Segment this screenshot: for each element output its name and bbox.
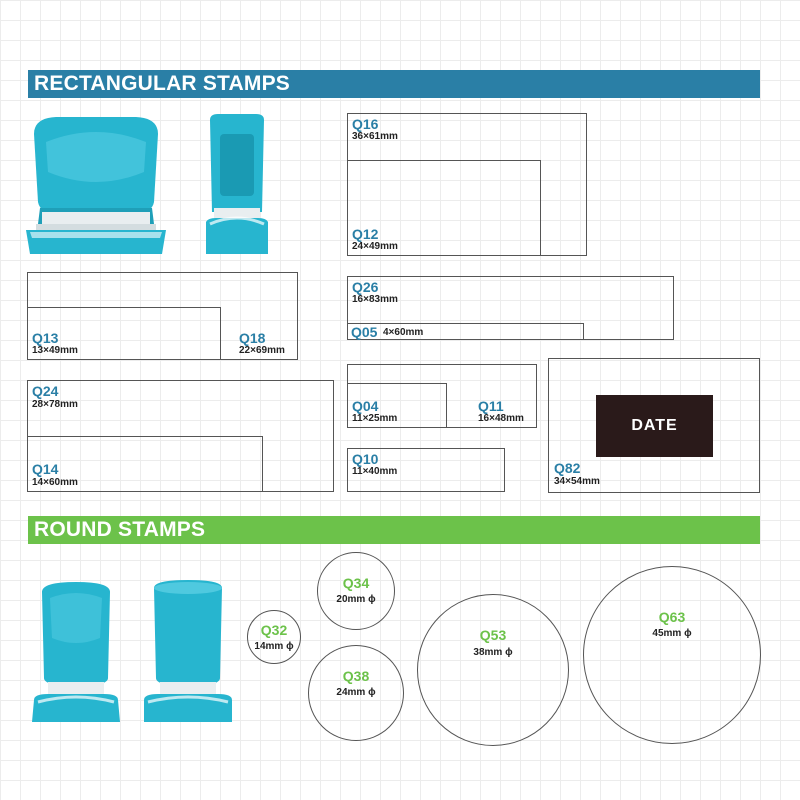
stamp-q05-size: 4×60mm [383,327,424,338]
stamp-q14-code: Q14 [32,461,59,477]
stamp-q32-size: 14mm ϕ [254,641,294,652]
stamp-q38-size: 24mm ϕ [336,687,376,698]
stamp-q26-size: 16×83mm [352,294,398,305]
stamp-q24-code: Q24 [32,383,59,399]
stamp-q34-code: Q34 [342,575,370,591]
date-label: DATE [631,417,678,434]
stamp-q12-code: Q12 [352,226,379,242]
stamp-q14-size: 14×60mm [32,477,78,488]
stamp-q10-code: Q10 [352,451,379,467]
stamp-q63-code: Q63 [658,609,686,625]
stamp-q38-outline [308,645,404,741]
rectangular-stamps-banner [28,70,760,98]
rectangular-stamps-title: RECTANGULAR STAMPS [34,72,290,95]
round-stamp-front-view [28,578,124,724]
stamp-q11-size: 16×48mm [478,413,524,424]
stamp-q63-outline [583,566,761,744]
date-block [596,395,713,457]
stamp-q53-code: Q53 [479,627,507,643]
stamp-q13-size: 13×49mm [32,345,78,356]
stamp-q10-size: 11×40mm [352,466,398,477]
stamp-q16-size: 36×61mm [352,131,398,142]
stamp-q82-size: 34×54mm [554,476,600,487]
stamp-q38-code: Q38 [342,668,370,684]
stamp-q05-code: Q05 [351,324,378,340]
round-stamps-title: ROUND STAMPS [34,518,206,541]
stamp-q12-size: 24×49mm [352,241,398,252]
stamp-q63-size: 45mm ϕ [652,628,692,639]
stamp-q16-code: Q16 [352,116,379,132]
stamp-q34-outline [317,552,395,630]
stamp-q53-outline [417,594,569,746]
stamp-q32-code: Q32 [260,622,288,638]
stamp-q18-code: Q18 [239,330,266,346]
stamp-q18-size: 22×69mm [239,345,285,356]
rectangular-stamp-side-view [204,112,270,257]
stamp-q34-size: 20mm ϕ [336,594,376,605]
round-stamps-banner [28,516,760,544]
stamp-q04-code: Q04 [352,398,379,414]
stamp-q82-code: Q82 [554,460,581,476]
stamp-q04-size: 11×25mm [352,413,398,424]
rectangular-stamp-front-view [26,112,166,257]
stamp-q13-code: Q13 [32,330,59,346]
stamp-q32-outline [247,610,301,664]
stamp-q24-size: 28×78mm [32,399,78,410]
stamp-q53-size: 38mm ϕ [473,647,513,658]
stamp-q26-code: Q26 [352,279,379,295]
round-stamp-side-view [140,578,236,724]
stamp-q11-code: Q11 [478,398,504,414]
